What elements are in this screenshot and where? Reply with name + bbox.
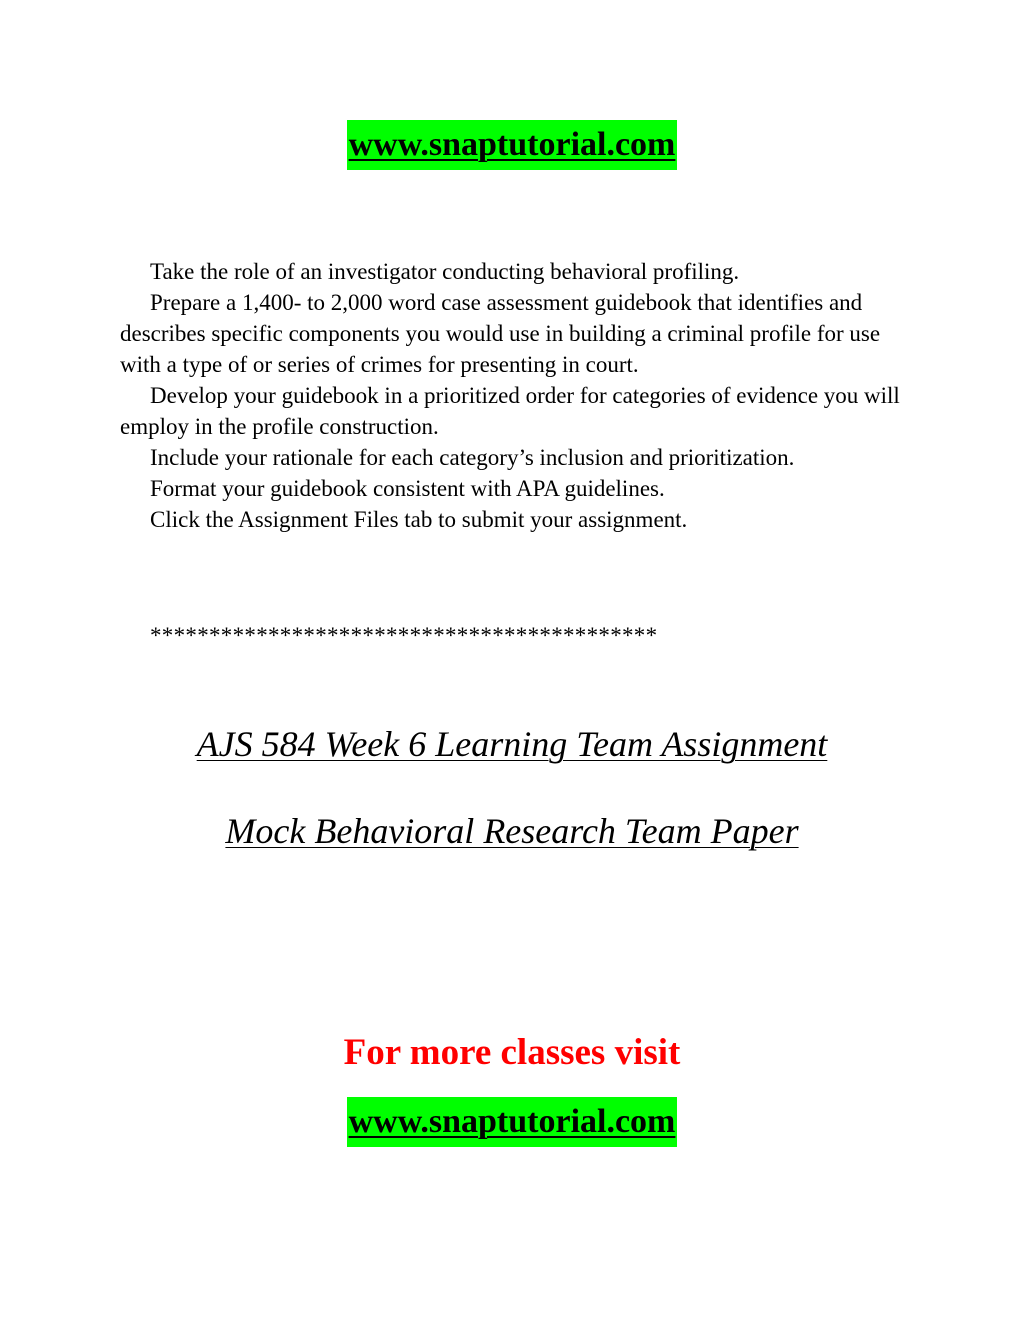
assignment-title-text: Mock Behavioral Research Team Paper <box>225 811 799 851</box>
instruction-line: Take the role of an investigator conducting behavioral profiling. <box>150 259 740 284</box>
header-link-block <box>0 120 1024 170</box>
instruction-line: Include your rationale for each category’s inclusion and prioritization. <box>150 445 795 470</box>
call-to-action: For more classes visit <box>343 1032 681 1073</box>
assignment-instructions <box>120 256 920 535</box>
bottom-site-link[interactable]: www.snaptutorial.com <box>347 1097 678 1147</box>
asterisk-separator: ******************************************* <box>150 623 658 648</box>
instruction-line: Develop your guidebook in a prioritized order for categories of evidence you will employ in the profile construction. <box>120 383 900 439</box>
top-site-link[interactable]: www.snaptutorial.com <box>347 120 678 170</box>
course-title <box>0 722 1024 766</box>
footer-link-block <box>0 1097 1024 1147</box>
instruction-line: Format your guidebook consistent with APA guidelines. <box>150 476 665 501</box>
assignment-title <box>0 809 1024 853</box>
course-title-text: AJS 584 Week 6 Learning Team Assignment <box>196 724 828 764</box>
instruction-line: Click the Assignment Files tab to submit your assignment. <box>150 507 688 532</box>
instruction-line: Prepare a 1,400- to 2,000 word case assessment guidebook that identifies and describes specific components you would use in building a criminal profile for use with a type of or series of crimes for presenting in court. <box>120 290 881 377</box>
